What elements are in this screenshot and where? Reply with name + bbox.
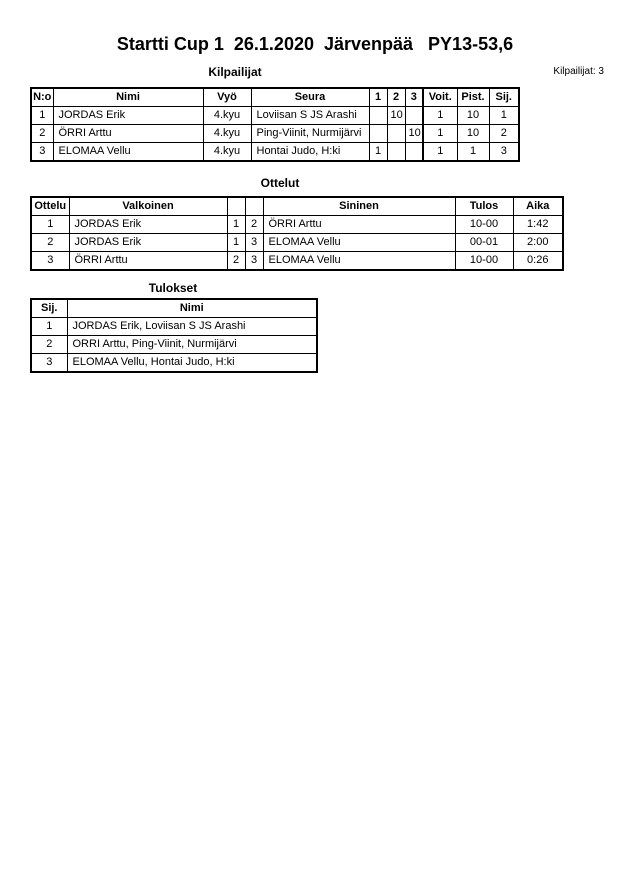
cell: 4.kyu — [203, 125, 251, 143]
cell: 00-01 — [455, 234, 513, 252]
competitors-count: Kilpailijat: 3 — [553, 66, 604, 77]
cell — [387, 125, 405, 143]
column-header: Valkoinen — [69, 197, 227, 216]
header-row — [31, 299, 317, 318]
cell: 3 — [245, 252, 263, 271]
kilpailijat-heading: Kilpailijat — [208, 65, 262, 79]
cell: 2 — [31, 125, 53, 143]
column-header: Aika — [513, 197, 563, 216]
column-header: Seura — [251, 88, 369, 107]
column-header: Sij. — [31, 299, 67, 318]
cell: JORDAS Erik, Loviisan S JS Arashi — [67, 318, 317, 336]
header-row — [31, 197, 563, 216]
cell: 10-00 — [455, 216, 513, 234]
cell: 2 — [227, 252, 245, 271]
table-row — [31, 107, 519, 125]
cell: 1 — [31, 216, 69, 234]
cell: 2 — [245, 216, 263, 234]
table-row — [31, 252, 563, 271]
cell: 4.kyu — [203, 143, 251, 162]
table-row — [31, 318, 317, 336]
cell: 1 — [227, 234, 245, 252]
cell: JORDAS Erik — [69, 216, 227, 234]
column-header: Sij. — [489, 88, 519, 107]
cell: 10-00 — [455, 252, 513, 271]
cell: ORRI Arttu, Ping-Viinit, Nurmijärvi — [67, 336, 317, 354]
column-header — [227, 197, 245, 216]
column-header: Voit. — [423, 88, 457, 107]
table-row — [31, 216, 563, 234]
cell: ELOMAA Vellu — [263, 234, 455, 252]
tulokset-table — [30, 298, 318, 373]
cell: ELOMAA Vellu, Hontai Judo, H:ki — [67, 354, 317, 373]
cell: 1 — [31, 107, 53, 125]
cell: 3 — [31, 354, 67, 373]
cell: 2 — [31, 336, 67, 354]
column-header — [245, 197, 263, 216]
cell: 10 — [387, 107, 405, 125]
cell: 3 — [489, 143, 519, 162]
ottelut-table — [30, 196, 564, 271]
cell: 1:42 — [513, 216, 563, 234]
cell: 2 — [489, 125, 519, 143]
cell: 1 — [369, 143, 387, 162]
column-header: N:o — [31, 88, 53, 107]
cell: 1 — [31, 318, 67, 336]
cell: JORDAS Erik — [69, 234, 227, 252]
cell: 1 — [423, 143, 457, 162]
cell: 10 — [457, 107, 489, 125]
cell: Hontai Judo, H:ki — [251, 143, 369, 162]
cell — [405, 143, 423, 162]
cell — [387, 143, 405, 162]
cell: ELOMAA Vellu — [263, 252, 455, 271]
column-header: 1 — [369, 88, 387, 107]
cell: 2 — [31, 234, 69, 252]
column-header: Ottelu — [31, 197, 69, 216]
cell: 1 — [457, 143, 489, 162]
cell: 1 — [423, 125, 457, 143]
table-row — [31, 234, 563, 252]
ottelut-heading: Ottelut — [260, 176, 300, 190]
table-row — [31, 143, 519, 162]
cell: 3 — [245, 234, 263, 252]
cell — [405, 107, 423, 125]
cell: 10 — [457, 125, 489, 143]
column-header: 3 — [405, 88, 423, 107]
cell: 10 — [405, 125, 423, 143]
table-row — [31, 336, 317, 354]
cell: ÖRRI Arttu — [263, 216, 455, 234]
cell: ÖRRI Arttu — [53, 125, 203, 143]
cell: 1 — [227, 216, 245, 234]
column-header: Nimi — [53, 88, 203, 107]
cell: ÖRRI Arttu — [69, 252, 227, 271]
cell: JORDAS Erik — [53, 107, 203, 125]
cell: 3 — [31, 252, 69, 271]
table-row — [31, 354, 317, 373]
cell: 1 — [489, 107, 519, 125]
column-header: Pist. — [457, 88, 489, 107]
header-row — [31, 88, 519, 107]
column-header: Vyö — [203, 88, 251, 107]
cell: Loviisan S JS Arashi — [251, 107, 369, 125]
cell: 1 — [423, 107, 457, 125]
cell: 0:26 — [513, 252, 563, 271]
cell — [369, 107, 387, 125]
cell — [369, 125, 387, 143]
cell: 3 — [31, 143, 53, 162]
kilpailijat-table — [30, 87, 520, 162]
cell: 4.kyu — [203, 107, 251, 125]
tulokset-heading: Tulokset — [148, 281, 198, 295]
column-header: 2 — [387, 88, 405, 107]
cell: ELOMAA Vellu — [53, 143, 203, 162]
column-header: Sininen — [263, 197, 455, 216]
page-title: Startti Cup 1 26.1.2020 Järvenpää PY13-53,6 — [116, 34, 514, 54]
table-row — [31, 125, 519, 143]
cell: 2:00 — [513, 234, 563, 252]
cell: Ping-Viinit, Nurmijärvi — [251, 125, 369, 143]
column-header: Nimi — [67, 299, 317, 318]
column-header: Tulos — [455, 197, 513, 216]
